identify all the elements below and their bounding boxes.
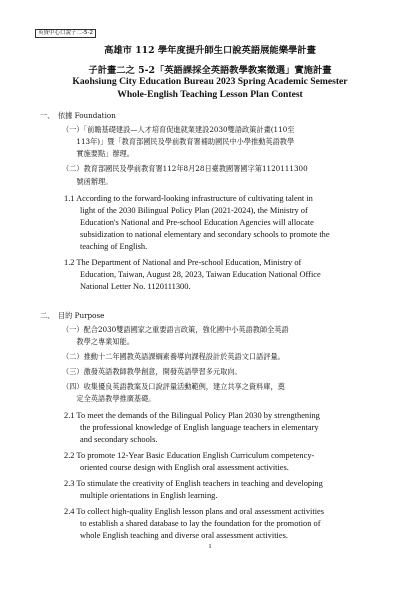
section1-en-line: teaching of English.	[80, 242, 148, 251]
section2-heading: 二、 目的 Purpose	[40, 311, 105, 320]
section2-item: （三）激發英語教師教學創意，開發英語學習多元取向。	[62, 367, 242, 376]
title-chinese-sub: 子計畫二之 5-2「英語課採全英語教學教案徵選」實施計畫	[88, 65, 332, 76]
section2-en-line: the professional knowledge of English language teachers in elementary	[80, 423, 319, 432]
section2-en-line: whole English teaching and diverse oral assessment activities.	[80, 531, 288, 540]
section2-item: 定全英語教學推廣基礎。	[62, 394, 156, 403]
section2-item: 教學之專業知能。	[62, 337, 134, 346]
section1-item: 113年)」暨「教育部國民及學前教育署補助國民中小學推動英語教學	[62, 137, 295, 146]
section1-en-line: 1.2 The Department of National and Pre-school Education, Ministry of	[64, 258, 302, 267]
section2-item: （二）推動十二年國教英語課綱素養導向課程設計於英語文口語評量。	[62, 352, 285, 361]
section1-en-line: subsidization to national elementary and secondary schools to promote the	[80, 230, 330, 239]
title-english-line2: Whole-English Teaching Lesson Plan Contest	[117, 89, 303, 100]
section2-item: （一）配合2030雙語國家之重要語言政策，強化國中小英語教師全英語	[62, 325, 289, 334]
document-code-tag: 英資中心口說子二-5-2	[35, 29, 96, 38]
section1-en-line: Education's National and Pre-school Education Agencies will allocate	[80, 218, 314, 227]
section2-en-line: 2.4 To collect high-quality English lesson plans and oral assessment activities	[64, 507, 324, 516]
section1-en-line: 1.1 According to the forward-looking infrastructure of cultivating talent in	[64, 194, 313, 203]
section2-item: （四）收集優良英語教案及口說評量活動範例，建立共享之資料庫，奠	[62, 382, 285, 391]
section2-en-line: 2.2 To promote 12-Year Basic Education English Curriculum competency-	[64, 451, 315, 460]
section1-item: 號函辦理。	[62, 177, 113, 186]
section1-en-line: light of the 2030 Bilingual Policy Plan (2021-2024), the Ministry of	[80, 206, 308, 215]
title-chinese-main: 高雄市 112 學年度提升師生口說英語展能樂學計畫	[104, 45, 316, 56]
title-english-line1: Kaohsiung City Education Bureau 2023 Spring Academic Semester	[72, 76, 348, 87]
section1-item: （二）教育部國民及學前教育署112年8月28日臺教國署國字第1120111300	[62, 164, 308, 173]
section2-en-line: and secondary schools.	[80, 435, 158, 444]
section2-en-line: 2.3 To stimulate the creativity of English teachers in teaching and developing	[64, 479, 323, 488]
section1-item: 實施要點」辦理。	[62, 149, 134, 158]
page-number: 1	[208, 543, 212, 550]
section2-en-line: multiple orientations in English learning.	[80, 491, 218, 500]
section1-en-line: Education, Taiwan, August 28, 2023, Taiwan Education National Office	[80, 270, 321, 279]
section1-heading: 一、 依據 Foundation	[40, 111, 116, 120]
section1-item: （一）「前瞻基礎建設—人才培育促進就業建設2030雙語政策計畫(110至	[62, 125, 295, 134]
section2-en-line: 2.1 To meet the demands of the Bilingual Policy Plan 2030 by strengthening	[64, 411, 320, 420]
section2-en-line: to establish a shared database to lay the foundation for the promotion of	[80, 519, 321, 528]
section2-en-line: oriented course design with English oral assessment activities.	[80, 463, 289, 472]
section1-en-line: National Letter No. 1120111300.	[80, 282, 191, 291]
